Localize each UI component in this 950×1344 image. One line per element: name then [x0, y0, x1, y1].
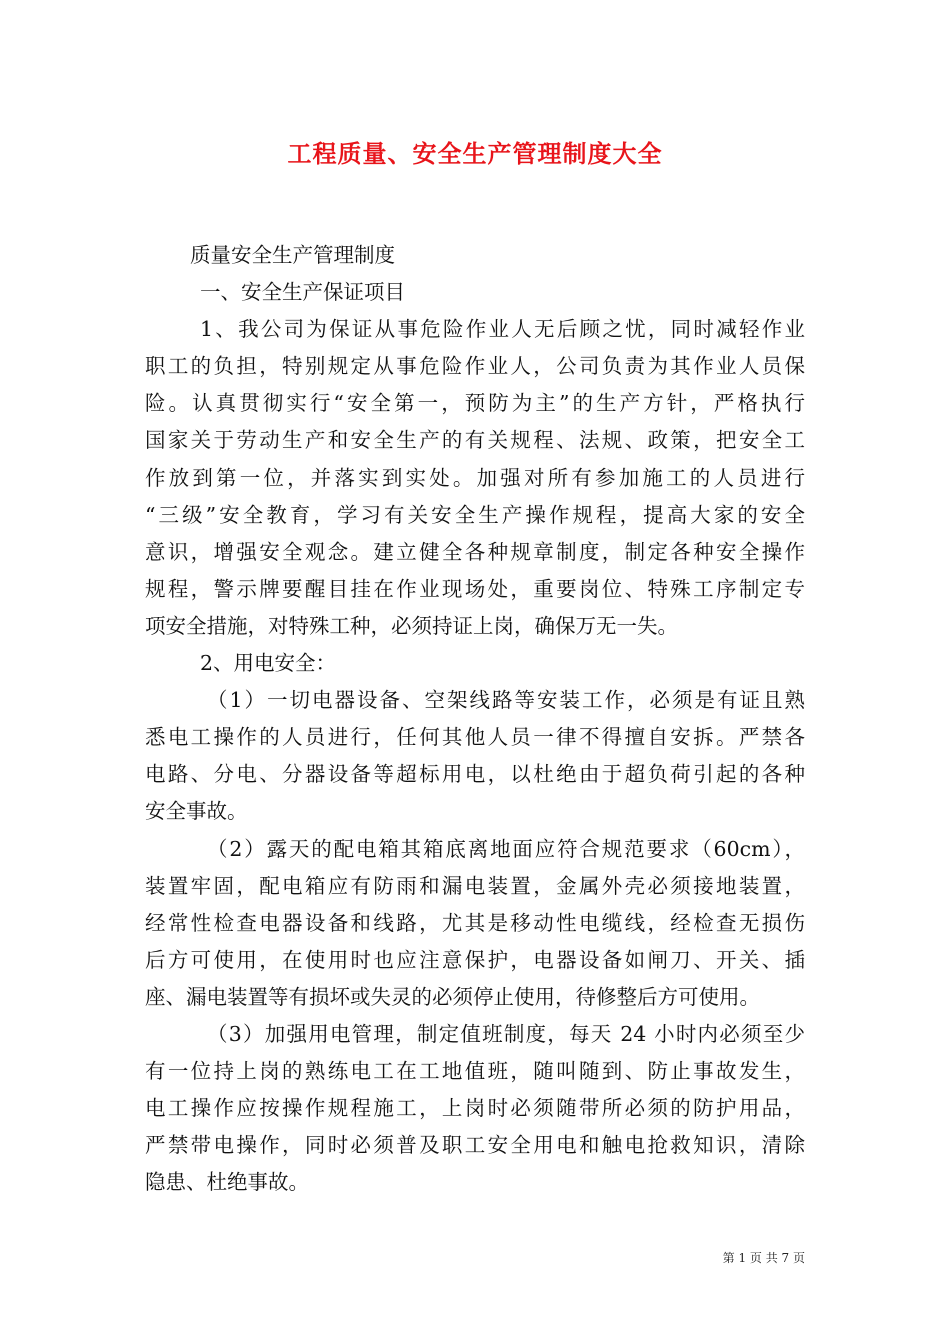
- text-line: 一、安全生产保证项目: [200, 280, 405, 305]
- text-line: 电工操作应按操作规程施工，上岗时必须随带所必须的防护用品，: [145, 1096, 805, 1121]
- text-line: 险。认真贯彻实行“安全第一，预防为主”的生产方针，严格执行: [145, 391, 805, 416]
- text-line: 隐患、杜绝事故。: [145, 1170, 309, 1195]
- text-line: 项安全措施，对特殊工种，必须持证上岗，确保万无一失。: [145, 613, 678, 638]
- text-line: （3）加强用电管理，制定值班制度，每天 24 小时内必须至少: [207, 1021, 805, 1046]
- text-line: 职工的负担，特别规定从事危险作业人，公司负责为其作业人员保: [145, 354, 805, 379]
- text-line: 有一位持上岗的熟练电工在工地值班，随叫随到、防止事故发生，: [145, 1059, 805, 1084]
- text-line: 后方可使用，在使用时也应注意保护，电器设备如闸刀、开关、插: [145, 947, 805, 972]
- document-body: [145, 237, 805, 1201]
- paragraph: [145, 237, 805, 274]
- text-line: 装置牢固，配电箱应有防雨和漏电装置，金属外壳必须接地装置，: [145, 873, 805, 898]
- text-line: 1、我公司为保证从事危险作业人无后顾之忧，同时减轻作业: [200, 317, 805, 342]
- text-line: 安全事故。: [145, 799, 248, 824]
- text-line: 意识，增强安全观念。建立健全各种规章制度，制定各种安全操作: [145, 539, 805, 564]
- text-line: 国家关于劳动生产和安全生产的有关规程、法规、政策，把安全工: [145, 428, 805, 453]
- page-footer: 第 1 页 共 7 页: [722, 1251, 805, 1265]
- text-line: 2、用电安全：: [200, 651, 337, 676]
- paragraph: [145, 274, 805, 311]
- paragraph: [145, 1016, 805, 1201]
- text-line: “三级”安全教育，学习有关安全生产操作规程，提高大家的安全: [145, 502, 805, 527]
- document-title: 工程质量、安全生产管理制度大全: [287, 139, 663, 168]
- text-line: 规程，警示牌要醒目挂在作业现场处，重要岗位、特殊工序制定专: [145, 576, 805, 601]
- paragraph: [145, 311, 805, 645]
- text-line: 悉电工操作的人员进行，任何其他人员一律不得擅自安拆。严禁各: [145, 725, 805, 750]
- paragraph: [145, 831, 805, 1016]
- paragraph: [145, 682, 805, 830]
- text-line: （2）露天的配电箱其箱底离地面应符合规范要求（60cm），: [207, 836, 805, 861]
- text-line: 座、漏电装置等有损坏或失灵的必须停止使用，待修整后方可使用。: [145, 984, 760, 1009]
- text-line: 作放到第一位，并落实到实处。加强对所有参加施工的人员进行: [145, 465, 805, 490]
- text-line: 电路、分电、分器设备等超标用电，以杜绝由于超负荷引起的各种: [145, 762, 805, 787]
- text-line: （1）一切电器设备、空架线路等安装工作，必须是有证且熟: [207, 688, 805, 713]
- text-line: 严禁带电操作，同时必须普及职工安全用电和触电抢救知识，清除: [145, 1133, 805, 1158]
- text-line: 质量安全生产管理制度: [190, 243, 395, 267]
- text-line: 经常性检查电器设备和线路，尤其是移动性电缆线，经检查无损伤: [145, 910, 805, 935]
- paragraph: [145, 645, 805, 682]
